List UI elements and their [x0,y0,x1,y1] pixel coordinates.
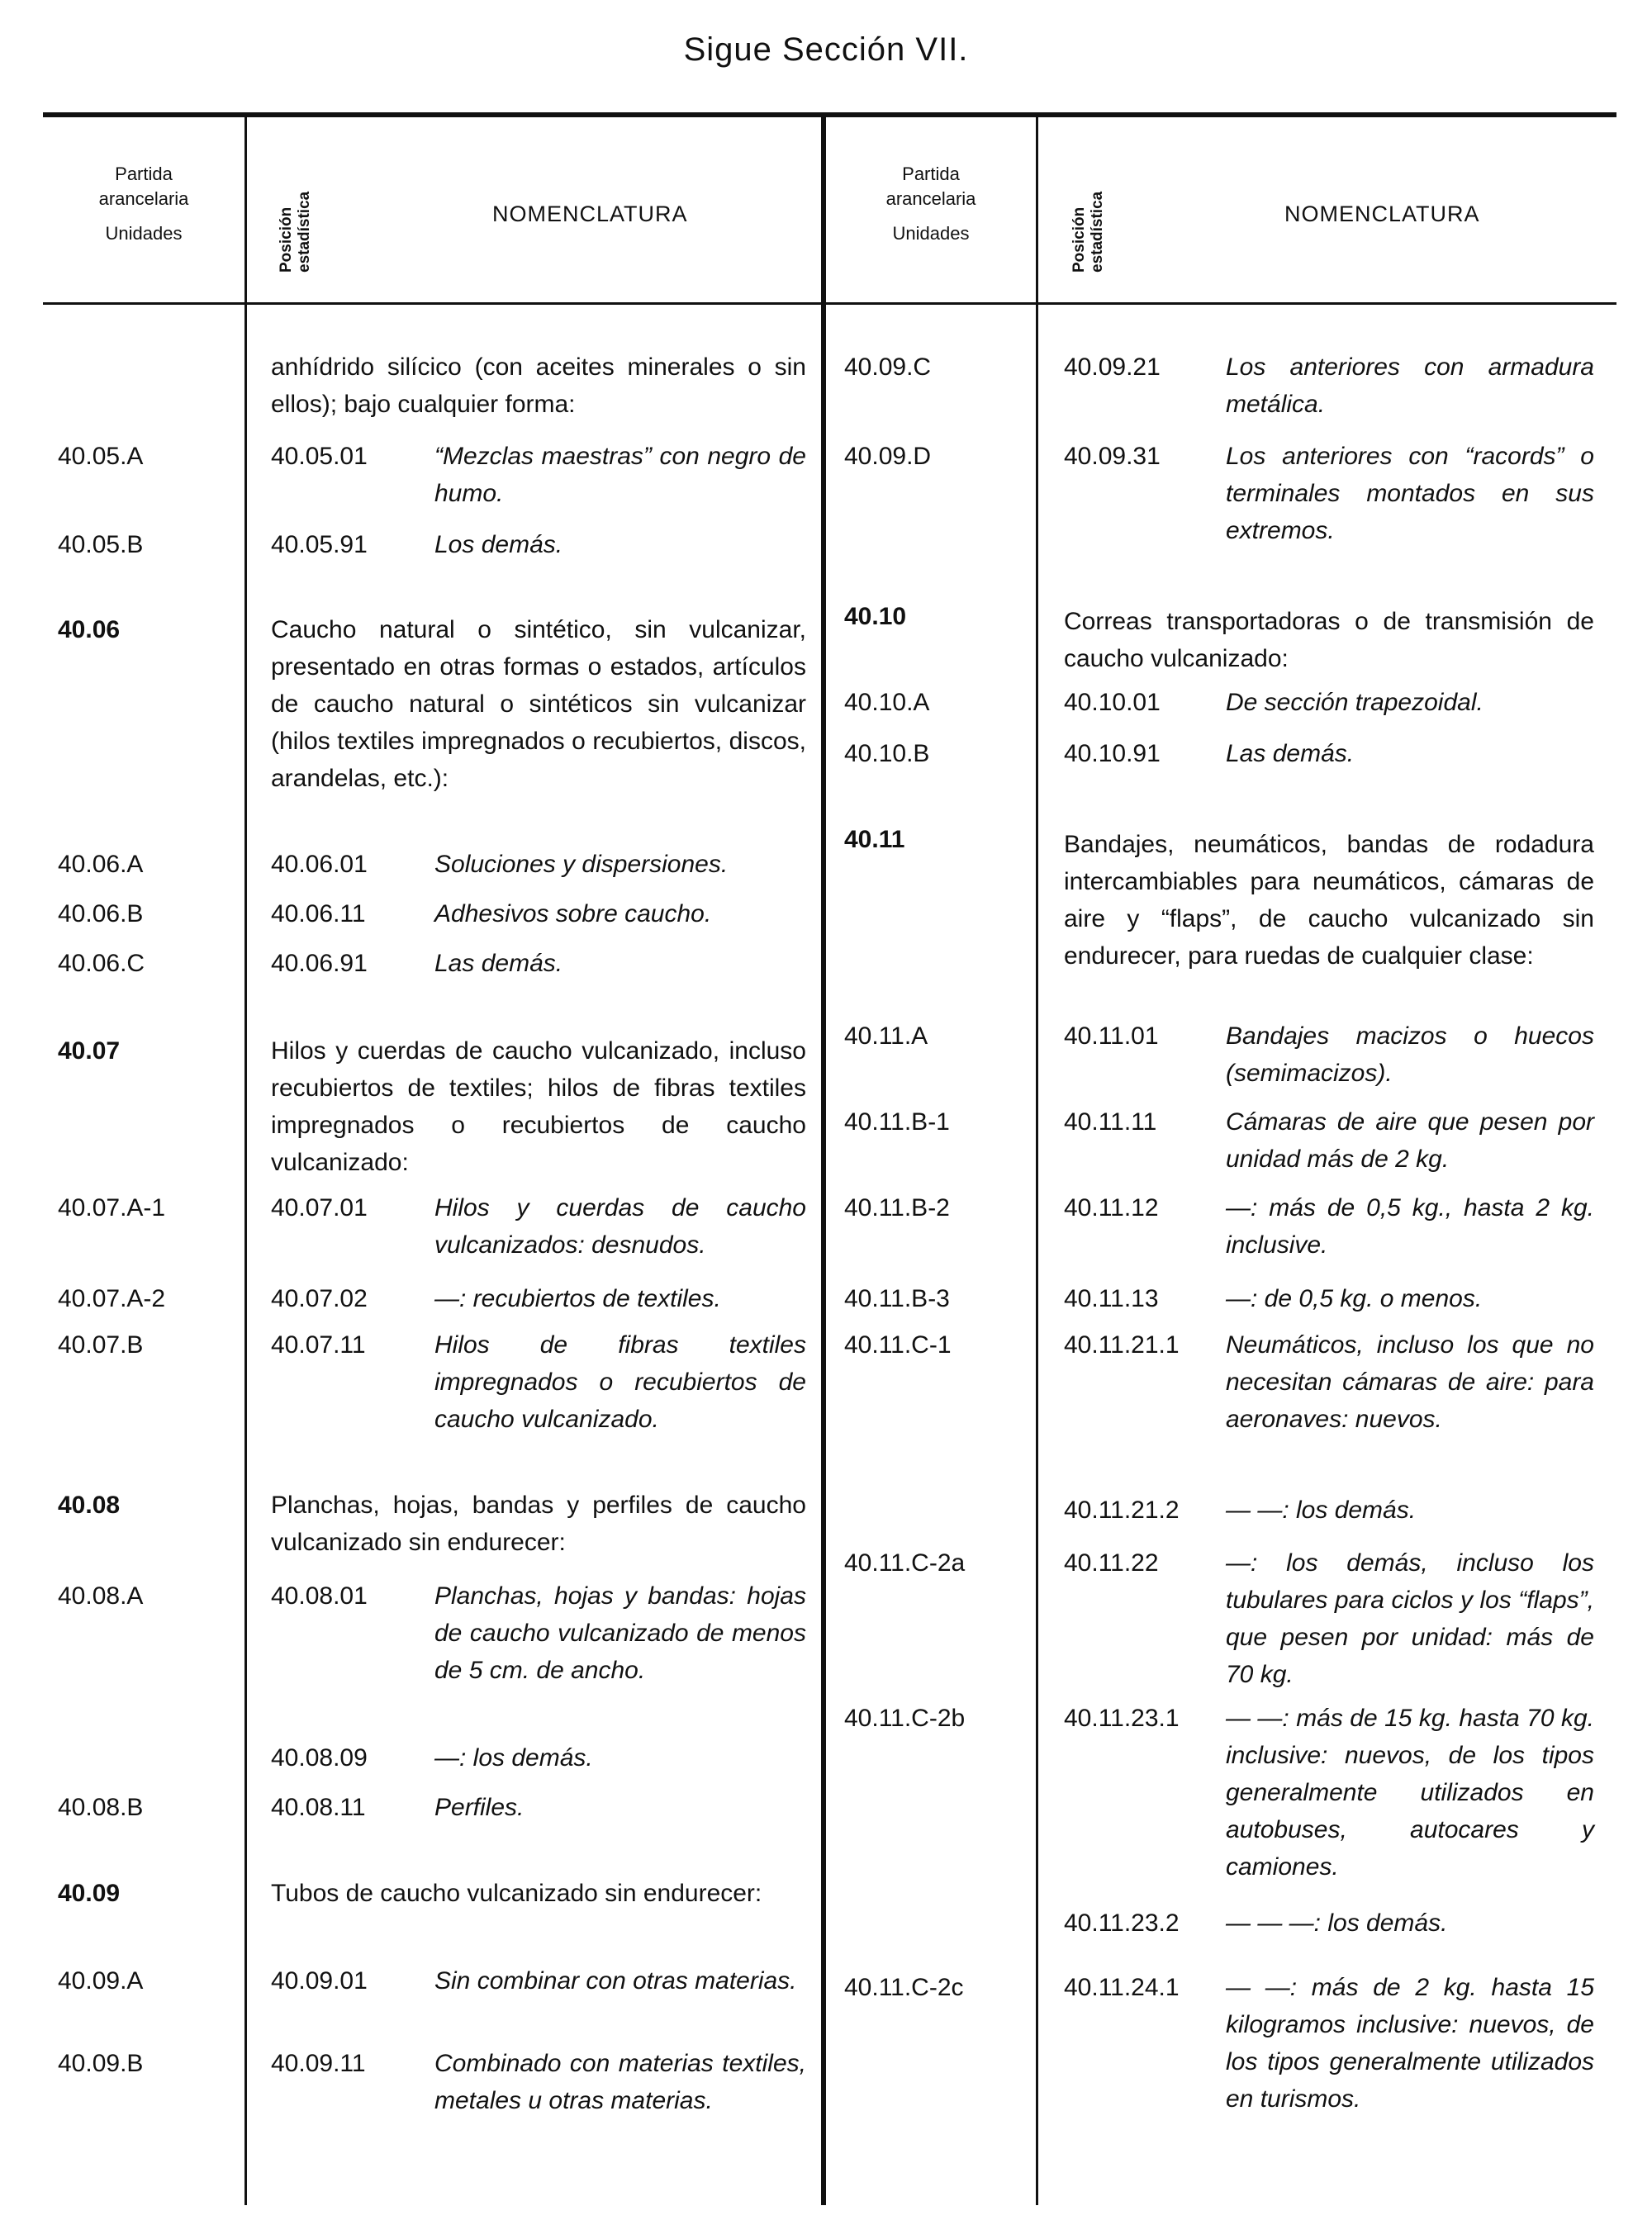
posicion-code: 40.07.02 [271,1285,368,1312]
partida-code: 40.05.A [58,443,144,470]
partida-code: 40.09.D [844,443,932,470]
partida-code: 40.09.C [844,353,932,381]
partida-code: 40.06.A [58,851,144,878]
posicion-code: 40.09.01 [271,1967,368,1995]
partida-code: 40.11.B-3 [844,1285,950,1312]
nomenclature-text: Combinado con materias textiles, metales u otras materias. [434,2050,806,2114]
partida-code: 40.11.C-2b [844,1705,966,1732]
header-partida [826,162,1036,246]
header-bottom-rule [43,302,1616,305]
nomenclature-text: “Mezclas maestras” con negro de humo. [434,443,806,507]
header-partida-line: Unidades [892,223,970,244]
header-partida [43,162,244,246]
posicion-code: 40.10.01 [1064,689,1161,716]
nomenclature-text: Neumáticos, incluso los que no necesitan cámaras de aire: para aeronaves: nuevos. [1226,1331,1594,1433]
partida-code: 40.11.B-2 [844,1194,950,1221]
header-posicion-line: estadística [1089,191,1106,273]
partida-code: 40.07.B [58,1331,144,1359]
posicion-code: 40.08.01 [271,1582,368,1610]
nomenclature-text: Los anteriores con armadura metálica. [1226,353,1594,418]
posicion-code: 40.09.11 [271,2050,366,2077]
posicion-code: 40.11.23.1 [1064,1705,1180,1732]
partida-code: 40.11.C-2a [844,1549,966,1577]
header-posicion [278,192,314,273]
column-divider [1036,116,1038,2205]
partida-code: 40.11 [844,826,905,853]
posicion-code: 40.11.21.1 [1064,1331,1180,1359]
nomenclature-text: Perfiles. [434,1794,525,1821]
partida-code: 40.09 [58,1880,121,1907]
table-top-rule [43,112,1616,117]
partida-code: 40.08 [58,1492,121,1519]
nomenclature-text: —: más de 0,5 kg., hasta 2 kg. inclusive. [1226,1194,1594,1259]
header-partida-line: Partida [115,164,173,184]
posicion-code: 40.08.11 [271,1794,366,1821]
nomenclature-text: Hilos de fibras textiles impregnados o recubiertos de caucho vulcanizado. [434,1331,806,1433]
posicion-code: 40.11.22 [1064,1549,1159,1577]
nomenclature-text: Caucho natural o sintético, sin vulcanizar, presentado en otras formas o estados, artículos de caucho natural o sintéticos sin vulcanizar (hilos textiles impregnados o recubiertos, discos, arandelas, etc.): [271,616,806,792]
header-partida-line: arancelaria [885,188,976,209]
partida-code: 40.09.B [58,2050,144,2077]
nomenclature-text: Cámaras de aire que pesen por unidad más de 2 kg. [1226,1108,1594,1173]
posicion-code: 40.08.09 [271,1744,368,1772]
nomenclature-text: — —: más de 2 kg. hasta 15 kilogramos inclusive: nuevos, de los tipos generalmente utilizados en turismos. [1226,1974,1594,2113]
posicion-code: 40.05.01 [271,443,368,470]
nomenclature-text: Las demás. [434,950,563,977]
posicion-code: 40.11.01 [1064,1022,1159,1050]
nomenclature-text: Hilos y cuerdas de caucho vulcanizado, incluso recubiertos de textiles; hilos de fibras textiles impregnados o recubiertos de caucho vulcanizado: [271,1037,806,1176]
nomenclature-text: — —: más de 15 kg. hasta 70 kg. inclusive: nuevos, de los tipos generalmente utilizados en autobuses, autocares y camiones. [1226,1705,1594,1881]
partida-code: 40.07.A-2 [58,1285,166,1312]
partida-code: 40.10 [844,603,907,630]
nomenclature-text: De sección trapezoidal. [1226,689,1483,716]
partida-code: 40.08.B [58,1794,144,1821]
partida-code: 40.05.B [58,531,144,558]
nomenclature-text: Planchas, hojas, bandas y perfiles de caucho vulcanizado sin endurecer: [271,1492,806,1556]
partida-code: 40.06.B [58,900,144,927]
posicion-code: 40.06.11 [271,900,366,927]
posicion-code: 40.11.11 [1064,1108,1157,1136]
page-title: Sigue Sección VII. [683,31,969,68]
partida-code: 40.07 [58,1037,121,1065]
nomenclature-text: Bandajes, neumáticos, bandas de rodadura intercambiables para neumáticos, cámaras de aire y “flaps”, de caucho vulcanizado sin endurecer, para ruedas de cualquier clase: [1064,831,1594,970]
nomenclature-text: —: de 0,5 kg. o menos. [1226,1285,1483,1312]
partida-code: 40.11.A [844,1022,928,1050]
nomenclature-text: anhídrido silícico (con aceites minerales o sin ellos); bajo cualquier forma: [271,353,806,418]
nomenclature-text: Correas transportadoras o de transmisión de caucho vulcanizado: [1064,608,1594,672]
nomenclature-text: Planchas, hojas y bandas: hojas de caucho vulcanizado de menos de 5 cm. de ancho. [434,1582,806,1684]
nomenclature-text: —: los demás. [434,1744,593,1772]
partida-code: 40.11.C-1 [844,1331,952,1359]
header-partida-line: Unidades [105,223,183,244]
posicion-code: 40.05.91 [271,531,368,558]
column-divider [244,116,247,2205]
partida-code: 40.06.C [58,950,145,977]
partida-code: 40.11.B-1 [844,1108,950,1136]
header-posicion-line: estadística [296,191,313,273]
header-nomenclatura: NOMENCLATURA [492,202,688,226]
header-partida-line: arancelaria [98,188,189,209]
posicion-code: 40.07.01 [271,1194,368,1221]
posicion-code: 40.10.91 [1064,740,1161,767]
nomenclature-text: Soluciones y dispersiones. [434,851,729,878]
header-partida-line: Partida [902,164,960,184]
posicion-code: 40.11.13 [1064,1285,1159,1312]
nomenclature-text: Sin combinar con otras materias. [434,1967,797,1995]
posicion-code: 40.07.11 [271,1331,366,1359]
nomenclature-text: Las demás. [1226,740,1355,767]
posicion-code: 40.06.91 [271,950,368,977]
partida-code: 40.10.A [844,689,930,716]
header-posicion-line: Posición [278,206,295,273]
header-posicion [1070,192,1107,273]
nomenclature-text: Los demás. [434,531,563,558]
header-posicion-line: Posición [1070,206,1088,273]
nomenclature-text: Adhesivos sobre caucho. [434,900,712,927]
partida-code: 40.08.A [58,1582,144,1610]
posicion-code: 40.11.12 [1064,1194,1159,1221]
partida-code: 40.06 [58,616,121,643]
partida-code: 40.09.A [58,1967,144,1995]
center-divider [821,116,826,2205]
partida-code: 40.10.B [844,740,930,767]
partida-code: 40.11.C-2c [844,1974,964,2001]
posicion-code: 40.11.24.1 [1064,1974,1180,2001]
posicion-code: 40.06.01 [271,851,368,878]
posicion-code: 40.09.21 [1064,353,1161,381]
nomenclature-text: — —: los demás. [1226,1497,1417,1524]
header-nomenclatura: NOMENCLATURA [1284,202,1480,226]
posicion-code: 40.11.23.2 [1064,1909,1180,1937]
nomenclature-text: Hilos y cuerdas de caucho vulcanizados: desnudos. [434,1194,806,1259]
nomenclature-text: —: recubiertos de textiles. [434,1285,721,1312]
posicion-code: 40.11.21.2 [1064,1497,1180,1524]
nomenclature-text: —: los demás, incluso los tubulares para ciclos y los “flaps”, que pesen por unidad: más de 70 kg. [1226,1549,1594,1688]
nomenclature-text: Bandajes macizos o huecos (semimacizos). [1226,1022,1594,1087]
posicion-code: 40.09.31 [1064,443,1161,470]
nomenclature-text: — — —: los demás. [1226,1909,1448,1937]
nomenclature-text: Tubos de caucho vulcanizado sin endurecer: [271,1880,762,1907]
partida-code: 40.07.A-1 [58,1194,166,1221]
nomenclature-text: Los anteriores con “racords” o terminales montados en sus extremos. [1226,443,1594,544]
